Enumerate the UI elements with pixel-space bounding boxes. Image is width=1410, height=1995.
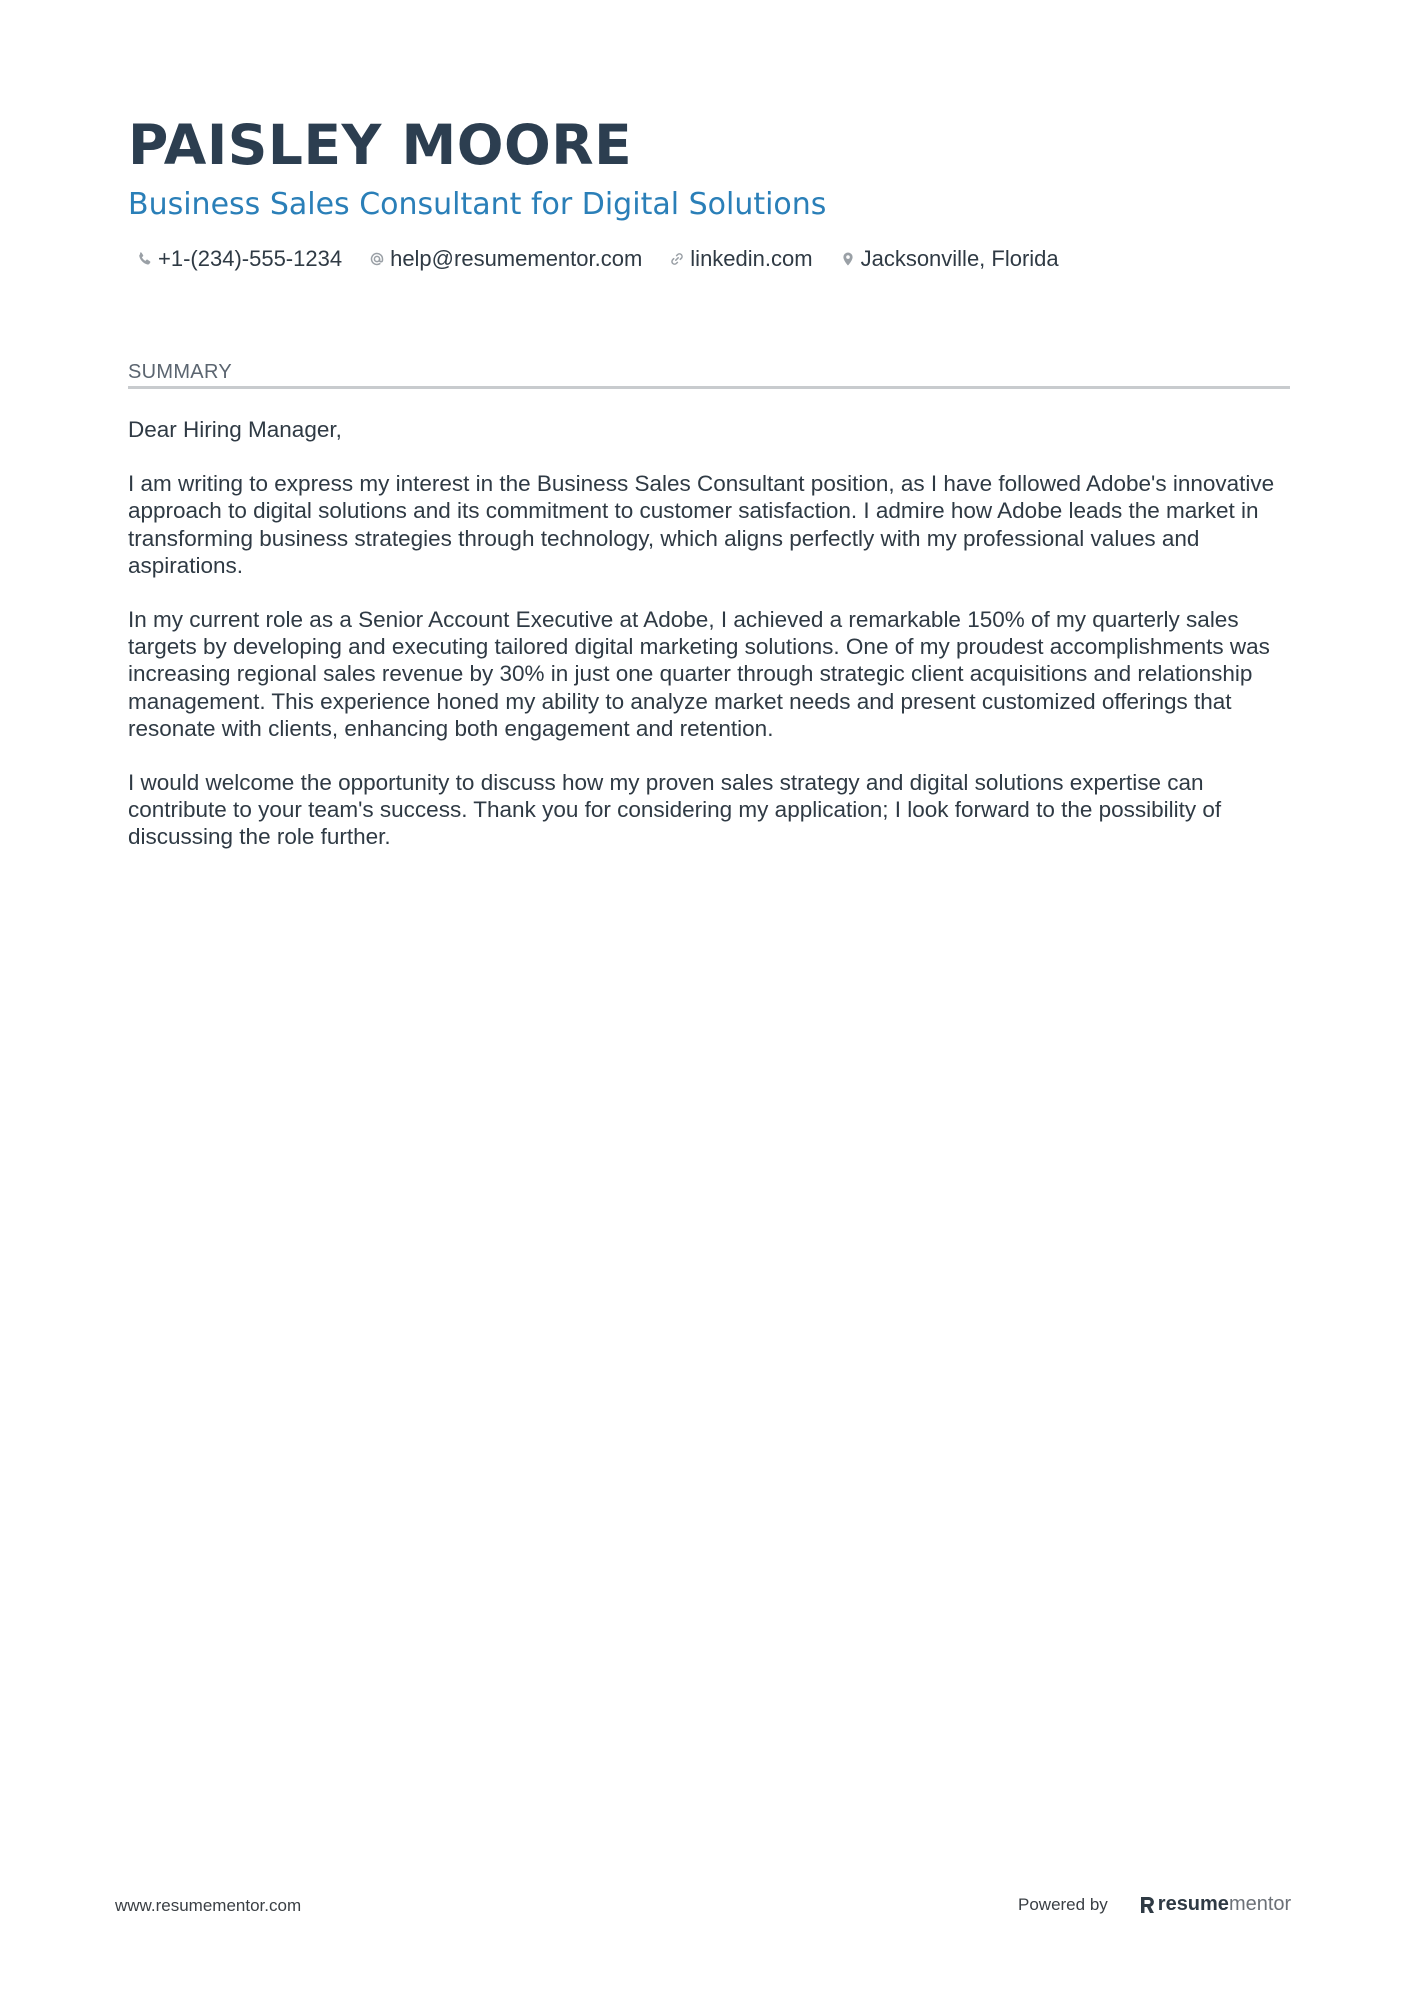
powered-by-label: Powered by [1018, 1894, 1108, 1914]
contact-linkedin[interactable] [668, 246, 812, 272]
salutation: Dear Hiring Manager, [128, 417, 342, 442]
summary-heading: SUMMARY [128, 361, 232, 383]
contact-email-text: help@resumementor.com [390, 246, 643, 271]
contact-phone [136, 246, 342, 272]
brand-name-part1: resume [1157, 1893, 1229, 1915]
at-icon [368, 250, 386, 268]
brand-name-part2: mentor [1228, 1893, 1292, 1915]
phone-icon [136, 250, 154, 268]
cover-letter-body [128, 416, 1290, 878]
candidate-name: PAISLEY MOORE [128, 113, 633, 177]
brand-logo[interactable] [1138, 1893, 1291, 1916]
location-pin-icon [839, 250, 857, 268]
job-title: Business Sales Consultant for Digital Solutions [128, 187, 827, 222]
contact-phone-text: +1-(234)-555-1234 [158, 246, 343, 271]
footer-branding [1018, 1893, 1291, 1916]
section-divider [128, 386, 1290, 389]
footer-website[interactable]: www.resumementor.com [115, 1896, 302, 1915]
link-icon [668, 250, 686, 268]
letter-paragraph-1: I am writing to express my interest in the Business Sales Consultant position, as I have followed Adobe's innovative approach to digital solutions and its commitment to customer satisfaction. I admire how Adobe leads the market in transforming business strategies through technology, which aligns perfectly with my professional values and aspirations. [128, 471, 1275, 578]
contact-bar [136, 246, 1085, 272]
contact-location [839, 246, 1059, 272]
contact-linkedin-text: linkedin.com [690, 246, 813, 271]
letter-paragraph-2: In my current role as a Senior Account Executive at Adobe, I achieved a remarkable 150% of my quarterly sales targets by developing and executing tailored digital marketing solutions. One of my proudest accomplishments was increasing regional sales revenue by 30% in just one quarter through strategic client acquisitions and relationship management. This experience honed my ability to analyze market needs and present customized offerings that resonate with clients, enhancing both engagement and retention. [128, 607, 1270, 741]
resumementor-logo-icon [1138, 1894, 1156, 1916]
contact-location-text: Jacksonville, Florida [860, 246, 1059, 271]
letter-paragraph-3: I would welcome the opportunity to discuss how my proven sales strategy and digital solutions expertise can contribute to your team's success. Thank you for considering my application; I look forward to the possibility of discussing the role further. [128, 770, 1222, 850]
contact-email[interactable] [368, 246, 642, 272]
